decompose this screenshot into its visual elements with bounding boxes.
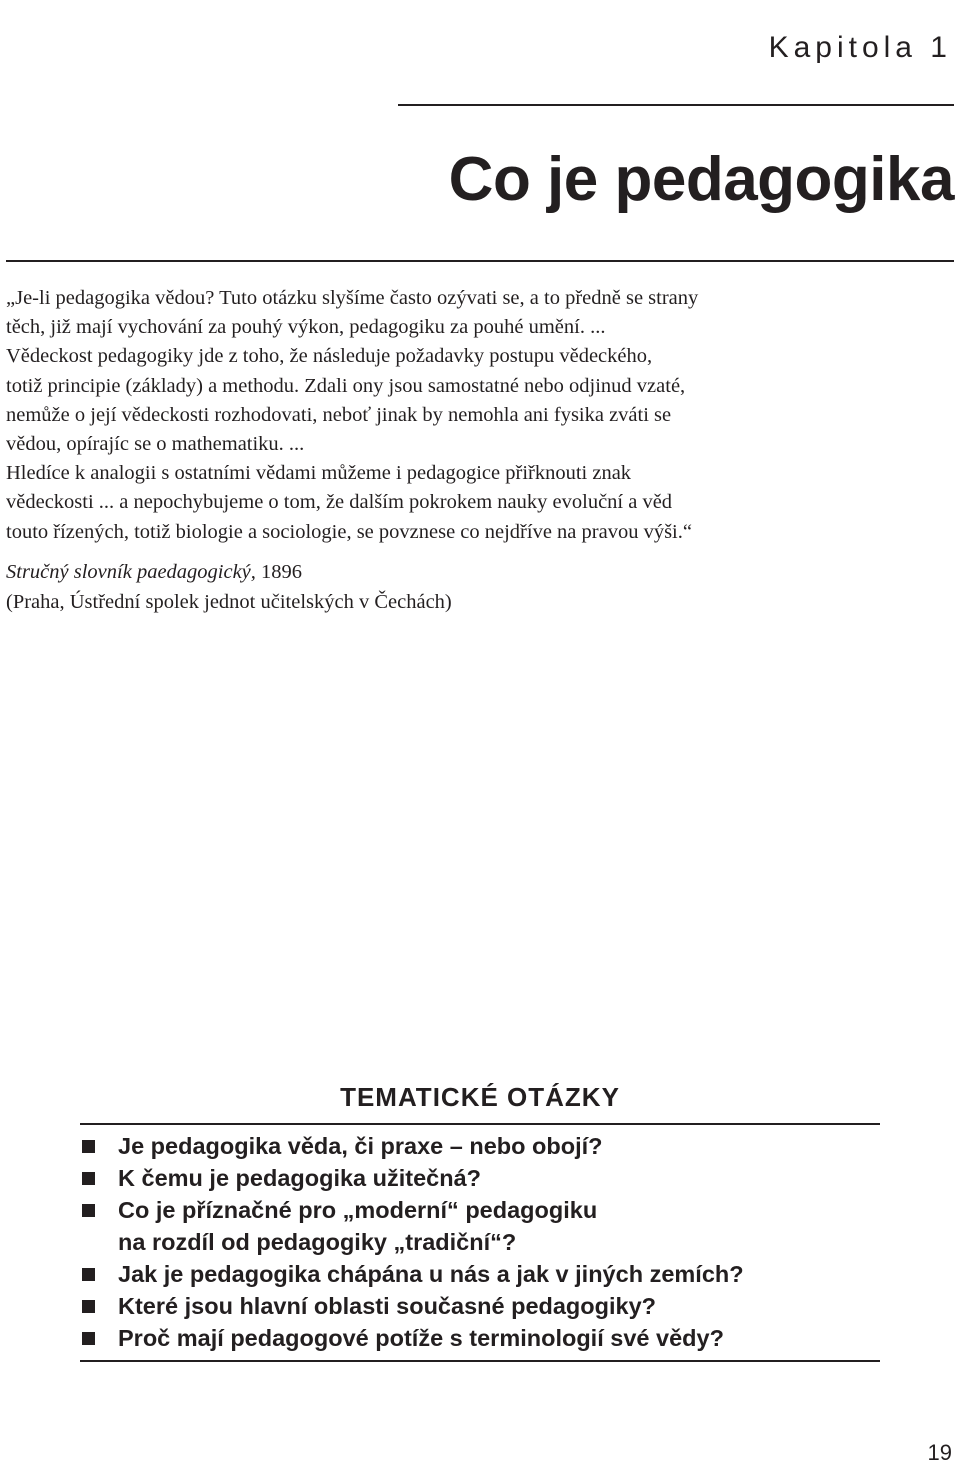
theme-text: Proč mají pedagogové potíže s terminologií své vědy?	[118, 1325, 724, 1351]
theme-item	[80, 1194, 880, 1258]
chapter-label: Kapitola 1	[768, 31, 952, 64]
quote-line: Hledíce k analogii s ostatními vědami můžeme i pedagogice přiřknouti znak	[6, 462, 632, 485]
chapter-title: Co je pedagogika	[448, 145, 954, 214]
square-bullet-icon	[82, 1140, 95, 1153]
square-bullet-icon	[82, 1332, 95, 1345]
square-bullet-icon	[82, 1268, 95, 1281]
theme-text: K čemu je pedagogika užitečná?	[118, 1165, 482, 1191]
quote-line: „Je-li pedagogika vědou? Tuto otázku slyšíme často ozývati se, a to předně se strany	[6, 287, 699, 309]
themes-top-divider	[80, 1123, 880, 1125]
square-bullet-icon	[82, 1204, 95, 1217]
title-divider	[6, 260, 954, 262]
theme-text: Co je příznačné pro „moderní“ pedagogiku	[118, 1197, 598, 1223]
quote-line: Vědeckost pedagogiky jde z toho, že následuje požadavky postupu vědeckého,	[6, 345, 653, 368]
quote-line: touto řízených, totiž biologie a sociologie, se povznese co nejdříve na pravou výši.“	[6, 520, 692, 543]
themes-bottom-divider	[80, 1360, 880, 1362]
quote-line: vědou, opírajíc se o mathematiku. ...	[6, 433, 305, 456]
quote-line: těch, již mají vychování za pouhý výkon, pedagogiku za pouhé umění. ...	[6, 316, 606, 339]
header-divider	[398, 104, 954, 106]
square-bullet-icon	[82, 1172, 95, 1185]
theme-item	[80, 1290, 880, 1322]
theme-text: Které jsou hlavní oblasti současné pedagogiky?	[118, 1293, 657, 1319]
quote-line: vědeckosti ... a nepochybujeme o tom, že dalším pokrokem nauky evoluční a věd	[6, 491, 673, 514]
theme-item	[80, 1322, 880, 1354]
themes-list	[80, 1130, 880, 1354]
square-bullet-icon	[82, 1300, 95, 1313]
quote-line: nemůže o její vědeckosti rozhodovati, neboť jinak by nemohla ani fysika zváti se	[6, 403, 672, 426]
source-citation	[6, 557, 452, 587]
theme-text: na rozdíl od pedagogiky „tradiční“?	[118, 1229, 517, 1255]
quote-source	[6, 557, 452, 617]
epigraph-quote	[6, 284, 954, 547]
theme-text: Jak je pedagogika chápána u nás a jak v jiných zemích?	[118, 1261, 744, 1287]
quote-line: totiž principie (základy) a methodu. Zdali ony jsou samostatné nebo odjinud vzaté,	[6, 374, 686, 397]
theme-item	[80, 1258, 880, 1290]
theme-text: Je pedagogika věda, či praxe – nebo obojí?	[118, 1133, 603, 1159]
theme-item	[80, 1162, 880, 1194]
theme-item	[80, 1130, 880, 1162]
source-year: 1896	[255, 561, 303, 583]
page-number: 19	[927, 1440, 952, 1465]
source-publisher: (Praha, Ústřední spolek jednot učitelských v Čechách)	[6, 591, 452, 613]
source-title: Stručný slovník paedagogický,	[6, 561, 256, 583]
themes-heading: TEMATICKÉ OTÁZKY	[340, 1082, 620, 1112]
